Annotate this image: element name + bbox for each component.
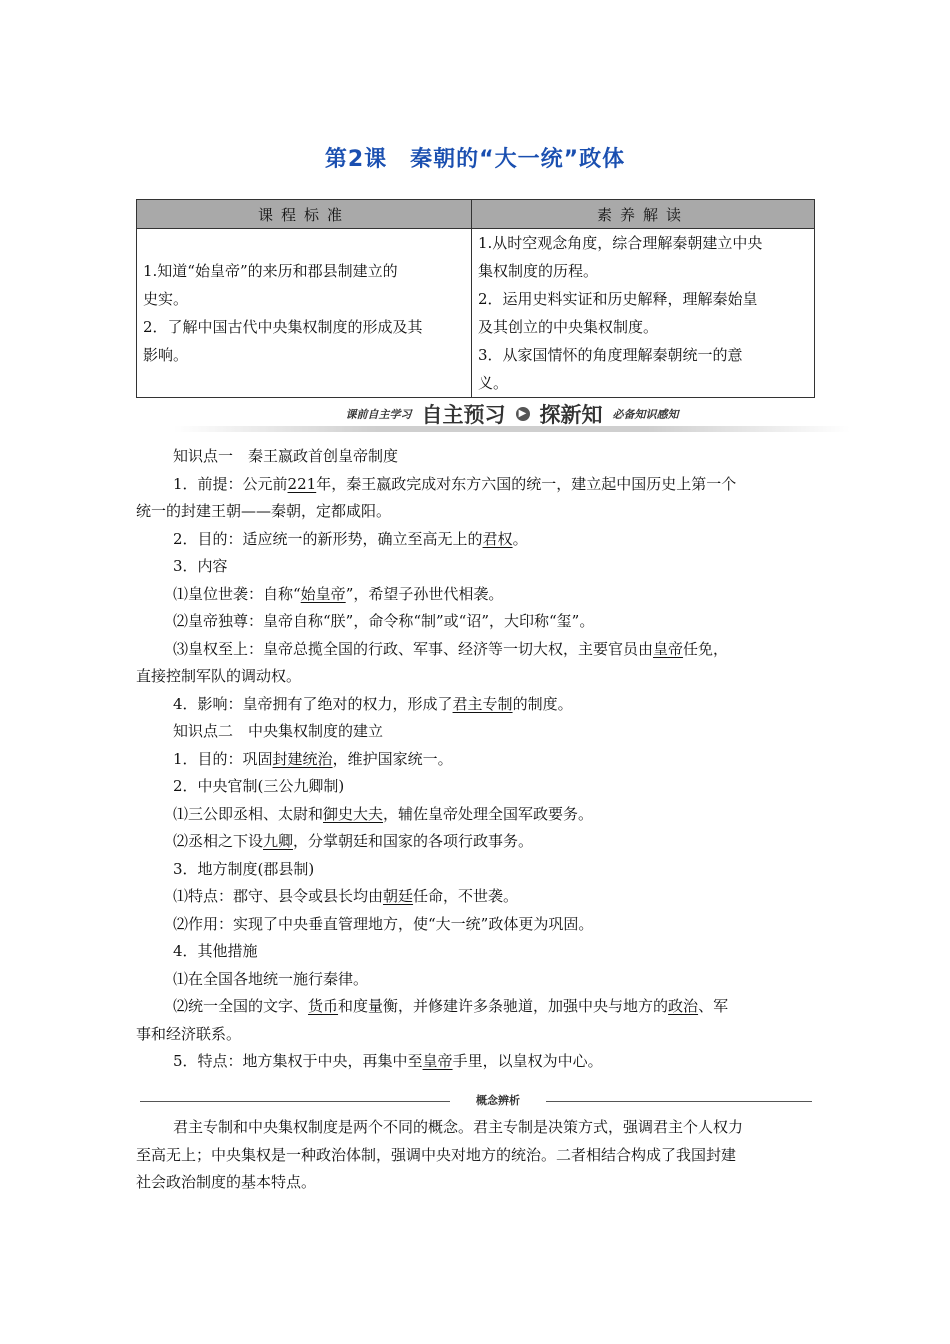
lesson-title: 第2课 秦朝的“大一统”政体 bbox=[324, 147, 626, 172]
paragraph: 3．地方制度(郡县制) bbox=[173, 859, 315, 878]
table-header-literacy: 素养解读 bbox=[472, 200, 815, 229]
paragraph: ⑴在全国各地统一施行秦律。 bbox=[173, 969, 369, 988]
paragraph: ⑵皇帝独尊：皇帝自称“朕”，命令称“制”或“诏”，大印称“玺”。 bbox=[173, 612, 595, 630]
divider-line-right bbox=[546, 1101, 812, 1102]
literacy-line: 3．从家国情怀的角度理解秦朝统一的意 bbox=[478, 346, 743, 364]
literacy-line: 集权制度的历程。 bbox=[478, 262, 599, 280]
literacy-cell bbox=[472, 229, 815, 398]
concept-divider bbox=[140, 1093, 812, 1111]
answer-blank: 221 bbox=[287, 474, 317, 493]
paragraph: 5．特点：地方集权于中央，再集中至皇帝手里，以皇权为中心。 bbox=[173, 1052, 603, 1070]
literacy-line: 及其创立的中央集权制度。 bbox=[478, 318, 659, 336]
standards-line: 2．了解中国古代中央集权制度的形成及其 bbox=[143, 318, 423, 336]
knowledge-point-title: 知识点一 秦王嬴政首创皇帝制度 bbox=[173, 447, 399, 465]
answer-blank: 九卿 bbox=[263, 832, 294, 850]
paragraph: ⑵丞相之下设九卿，分掌朝廷和国家的各项行政事务。 bbox=[173, 832, 534, 850]
standards-line: 1.知道“始皇帝”的来历和郡县制建立的 bbox=[143, 262, 398, 280]
literacy-line: 1.从时空观念角度，综合理解秦朝建立中央 bbox=[478, 234, 763, 252]
banner-left-label: 课前自主学习 bbox=[345, 408, 412, 421]
concept-line: 至高无上；中央集权是一种政治体制，强调中央对地方的统治。二者相结合构成了我国封建 bbox=[136, 1145, 737, 1164]
concept-label: 概念辨析 bbox=[476, 1094, 520, 1107]
paragraph: 事和经济联系。 bbox=[136, 1024, 242, 1043]
paragraph: 3．内容 bbox=[173, 557, 228, 575]
paragraph: ⑴皇位世袭：自称“始皇帝”，希望子孙世代相袭。 bbox=[173, 584, 504, 603]
paragraph: ⑵作用：实现了中央垂直管理地方，使“大一统”政体更为巩固。 bbox=[173, 914, 594, 933]
curriculum-table bbox=[136, 199, 815, 398]
answer-blank: 政治 bbox=[668, 997, 699, 1015]
concept-line: 君主专制和中央集权制度是两个不同的概念。君主专制是决策方式，强调君主个人权力 bbox=[173, 1118, 744, 1136]
paragraph: 1．前提：公元前221年，秦王嬴政完成对东方六国的统一，建立起中国历史上第一个 bbox=[173, 474, 737, 493]
answer-blank: 君权 bbox=[482, 529, 513, 548]
concept-line: 社会政治制度的基本特点。 bbox=[136, 1173, 317, 1191]
paragraph: ⑶皇权至上：皇帝总揽全国的行政、军事、经济等一切大权，主要官员由皇帝任免， bbox=[173, 639, 729, 658]
standards-line: 影响。 bbox=[143, 346, 189, 364]
section-banner bbox=[174, 400, 850, 434]
banner-main-left: 自主预习 bbox=[421, 403, 506, 427]
paragraph: ⑵统一全国的文字、货币和度量衡，并修建许多条驰道，加强中央与地方的政治、军 bbox=[173, 997, 729, 1015]
paragraph: 4．影响：皇帝拥有了绝对的权力，形成了君主专制的制度。 bbox=[173, 694, 573, 713]
paragraph: 2．中央官制(三公九卿制) bbox=[173, 777, 345, 795]
divider-line-left bbox=[140, 1101, 450, 1102]
standards-cell bbox=[137, 229, 472, 398]
literacy-line: 义。 bbox=[478, 374, 509, 392]
paragraph: ⑴三公即丞相、太尉和御史大夫，辅佐皇帝处理全国军政要务。 bbox=[173, 804, 594, 823]
knowledge-point-title: 知识点二 中央集权制度的建立 bbox=[173, 722, 384, 740]
paragraph: 4．其他措施 bbox=[173, 942, 258, 960]
arrow-right-icon: ▶ bbox=[516, 407, 530, 421]
answer-blank: 货币 bbox=[308, 997, 339, 1015]
answer-blank: 朝廷 bbox=[383, 887, 414, 905]
answer-blank: 君主专制 bbox=[452, 694, 513, 713]
paragraph: 直接控制军队的调动权。 bbox=[136, 667, 302, 685]
banner-right-label: 必备知识感知 bbox=[612, 408, 679, 421]
paragraph: ⑴特点：郡守、县令或县长均由朝廷任命，不世袭。 bbox=[173, 887, 519, 905]
literacy-line: 2．运用史料实证和历史解释，理解秦始皇 bbox=[478, 290, 758, 308]
banner-main-right: 探新知 bbox=[539, 403, 603, 427]
concept-text bbox=[136, 1114, 816, 1197]
answer-blank: 皇帝 bbox=[653, 639, 684, 658]
answer-blank: 皇帝 bbox=[422, 1052, 453, 1070]
knowledge-content bbox=[136, 443, 816, 1076]
answer-blank: 御史大夫 bbox=[323, 804, 384, 823]
paragraph: 1．目的：巩固封建统治，维护国家统一。 bbox=[173, 749, 453, 768]
paragraph: 2．目的：适应统一的新形势，确立至高无上的君权。 bbox=[173, 529, 528, 548]
answer-blank: 始皇帝 bbox=[300, 584, 346, 603]
table-header-standards: 课程标准 bbox=[137, 200, 472, 229]
standards-line: 史实。 bbox=[143, 290, 189, 308]
paragraph: 统一的封建王朝——秦朝，定都咸阳。 bbox=[136, 502, 392, 520]
answer-blank: 封建统治 bbox=[272, 749, 333, 768]
